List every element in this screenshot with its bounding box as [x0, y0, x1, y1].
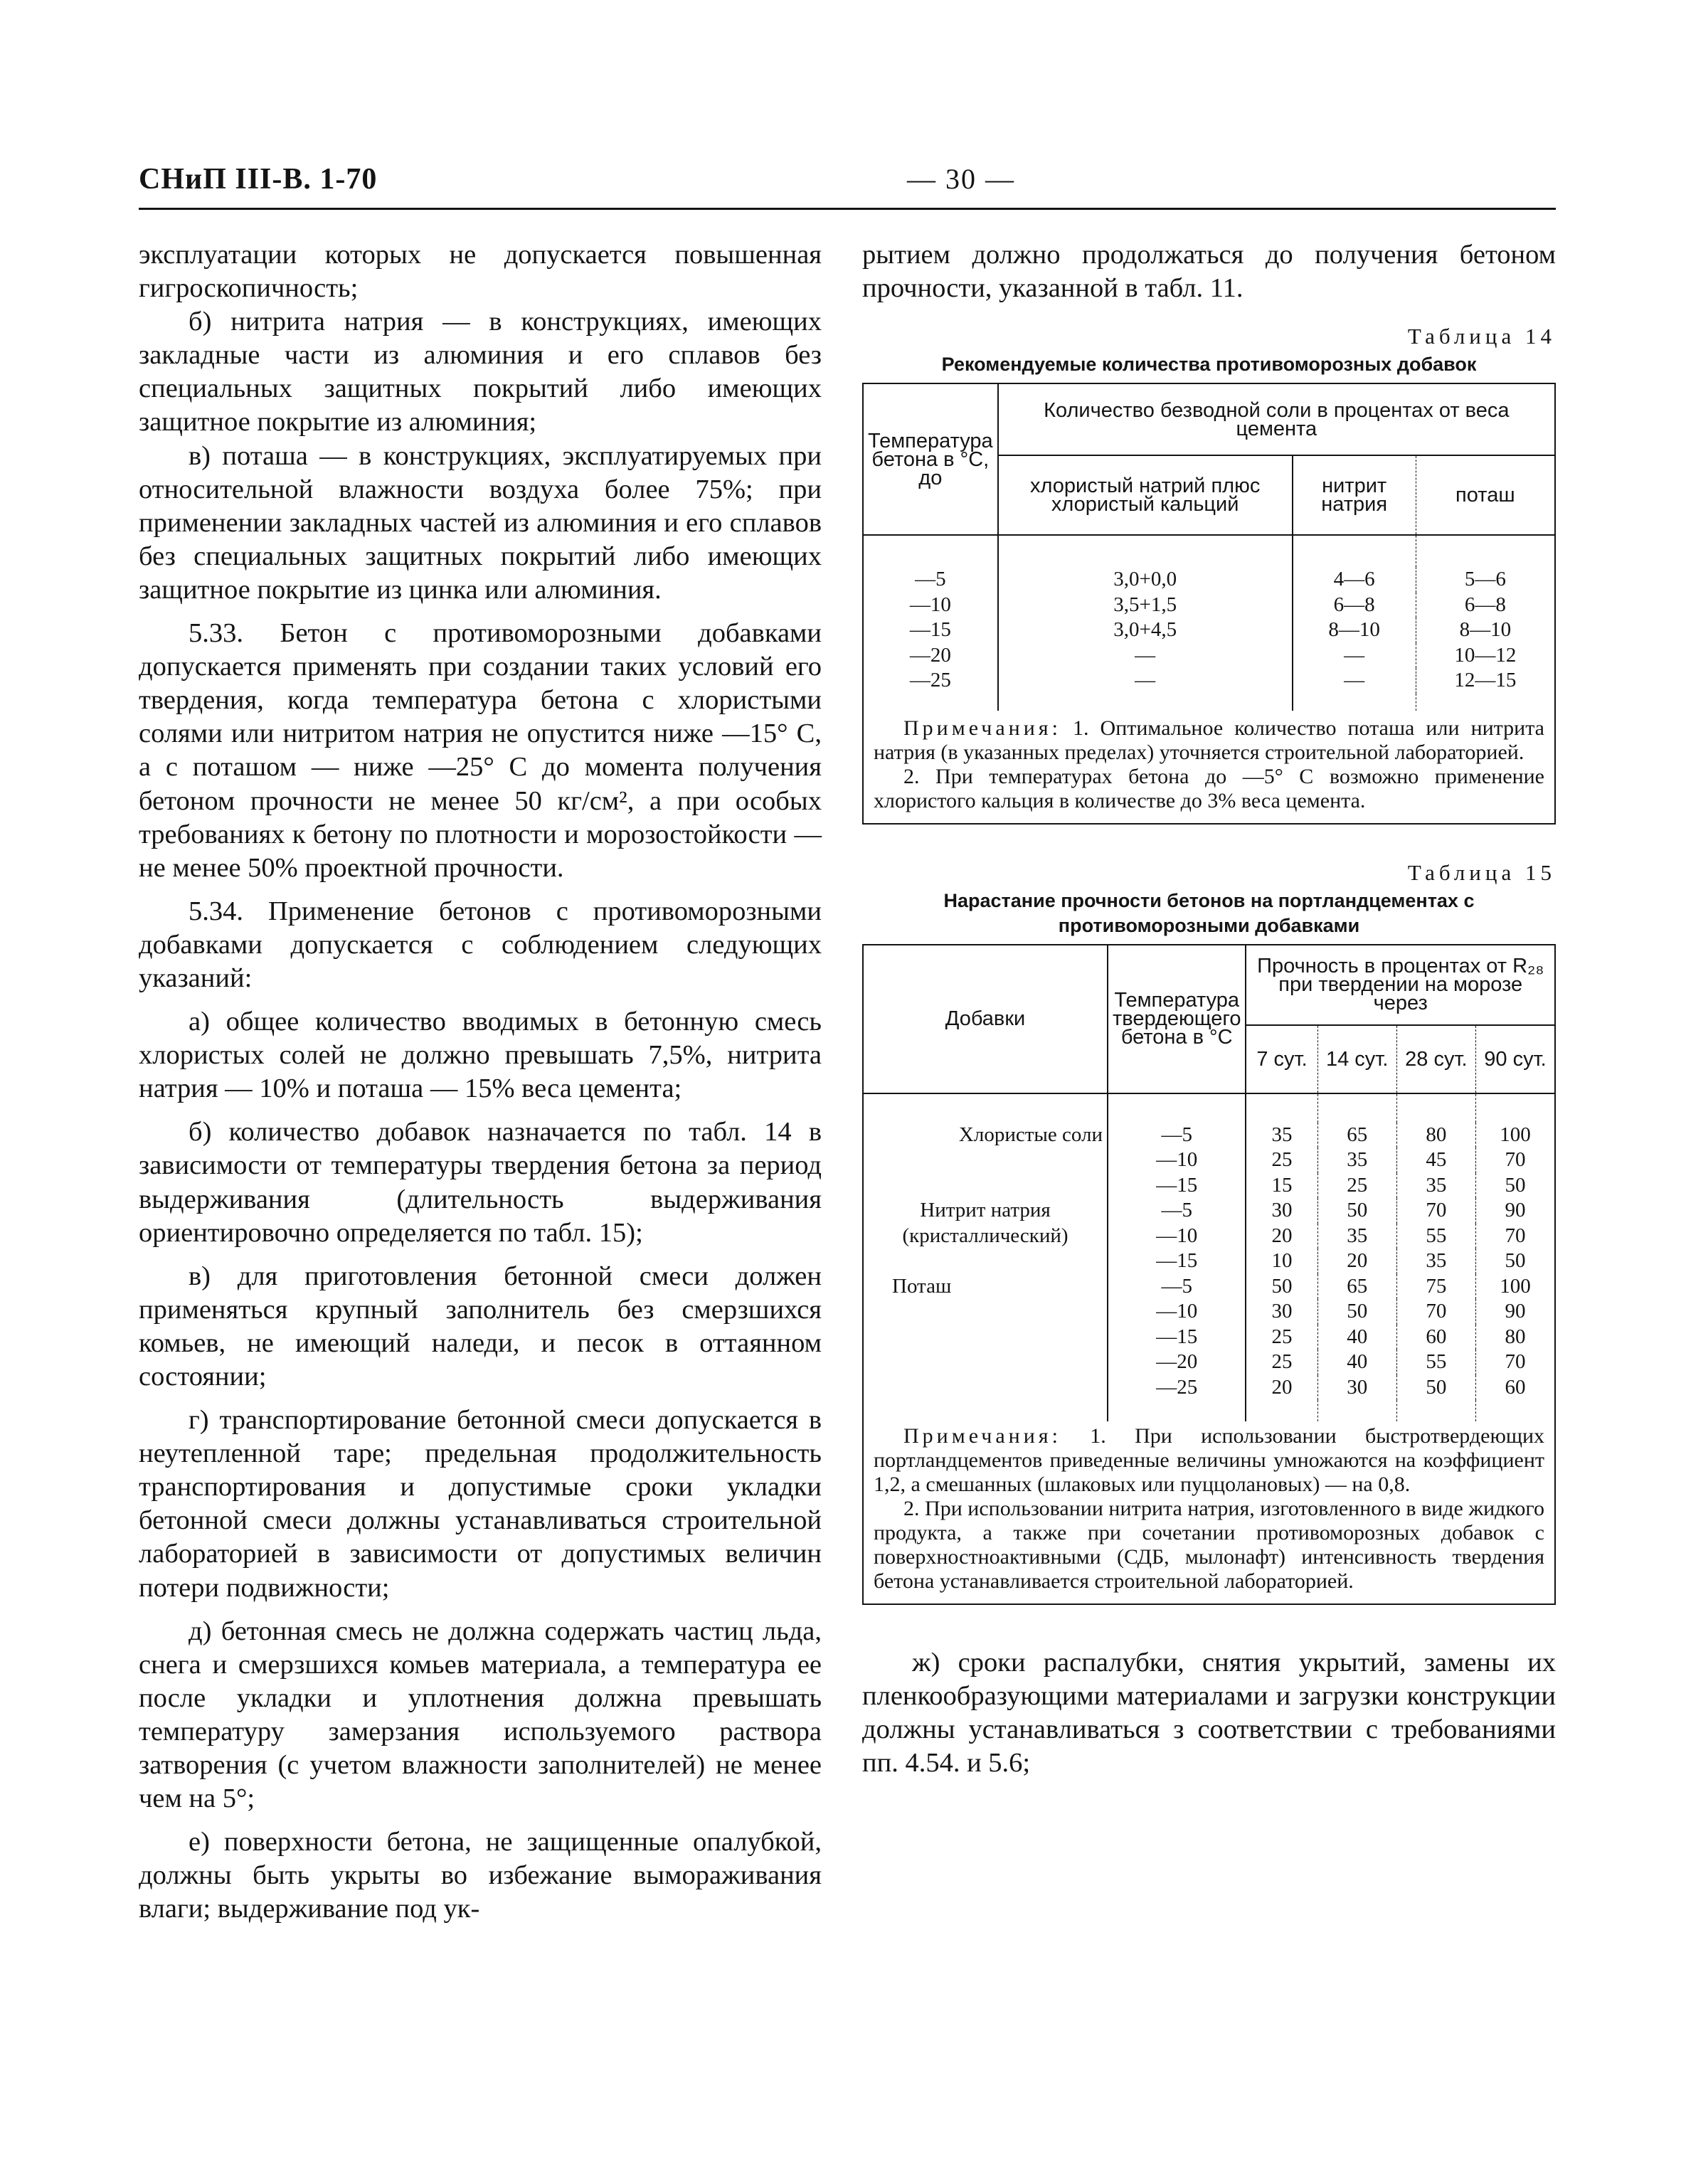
table-14-header-nitrite: нитрит натрия: [1293, 455, 1416, 535]
table-15-note-2: 2. При использовании нитрита натрия, изготовленного в виде жидкого продукта, а также при сочетании противоморозных добавок с поверхностноактивными (СДБ, мылонафт) интенсивность твердения бетона устанавливается строительной лабораторией.: [874, 1497, 1544, 1594]
table-15-body: [864, 1093, 1554, 1422]
table-15-note-1: 1. При использовании быстротвердеющих портландцементов приведенные величины умножаются на коэффициент 1,2, а смешанных (шлаковых или пуццолановых) — на 0,8.: [874, 1424, 1545, 1497]
table-row: Хлористые соли —5 35 65 80 100: [864, 1123, 1554, 1148]
table-15-header-90d: 90 сут.: [1475, 1025, 1554, 1093]
table-row: —10 25 35 45 70: [864, 1147, 1554, 1173]
table-14-header-nacl-cacl: хлористый натрий плюс хлористый кальций: [998, 455, 1293, 535]
table-15-header-7d: 7 сут.: [1246, 1025, 1317, 1093]
table-row: —20 — — 10—12: [864, 643, 1554, 669]
table-row: —15 25 40 60 80: [864, 1325, 1554, 1350]
table-14-body: [864, 535, 1554, 711]
table-14-header-group: Количество безводной соли в процентах от веса цемента: [998, 384, 1554, 455]
table-14-box: [862, 383, 1556, 825]
paragraph: д) бетонная смесь не должна содержать частиц льда, снега и смерзшихся комьев материала, а температура ее после укладки и уплотнения должна превышать температуру замерзания используемого раствора затворения (с учетом влажности заполнителей) не менее чем на 5°;: [139, 1616, 822, 1814]
right-column: [862, 238, 1556, 1781]
table-15-header-additives: Добавки: [864, 945, 1108, 1093]
table-15-header-14d: 14 сут.: [1317, 1025, 1396, 1093]
table-15-header-28d: 28 сут.: [1396, 1025, 1475, 1093]
table-14-note-2: 2. При температурах бетона до —5° С возможно применение хлористого кальция в количестве до 3% веса цемента.: [874, 764, 1544, 812]
paragraph-continuation: рытием должно продолжаться до получения бетоном прочности, указанной в табл. 11.: [862, 240, 1556, 304]
table-row: —10 3,5+1,5 6—8 6—8: [864, 593, 1554, 618]
table-14: [864, 384, 1554, 711]
table-15-header-group: Прочность в процентах от R₂₈ при твердении на морозе через: [1246, 945, 1554, 1025]
table-row: Нитрит натрия —5 30 50 70 90: [864, 1198, 1554, 1224]
notes-heading: Примечания:: [903, 1424, 1061, 1448]
table-row: —15 3,0+4,5 8—10 8—10: [864, 617, 1554, 643]
table-row: Поташ —5 50 65 75 100: [864, 1274, 1554, 1300]
table-row: —5 3,0+0,0 4—6 5—6: [864, 567, 1554, 593]
notes-heading: Примечания:: [903, 716, 1061, 740]
table-row: —15 15 25 35 50: [864, 1173, 1554, 1199]
paragraph: в) поташа — в конструкциях, эксплуатируемых при относительной влажности воздуха более 75%; при применении закладных частей из алюминия и его сплавов без специальных защитных покрытий либо имеющих защитное покрытие из цинка или алюминия.: [139, 440, 822, 605]
table-row: —15 10 20 35 50: [864, 1249, 1554, 1274]
table-15: [864, 945, 1554, 1422]
paragraph-5-33: 5.33. Бетон с противоморозными добавками допускается применять при создании таких условий его твердения, когда температура бетона с хлористыми солями или нитритом натрия не опустится ниже —15° С, а с поташом — ниже —25° С до момента получения бетоном прочности не менее 50 кг/см², а при особых требованиях к бетону по плотности и морозостойкости — не менее 50% проектной прочности.: [139, 618, 822, 883]
paragraph: е) поверхности бетона, не защищенные опалубкой, должны быть укрыты во избежание вымораживания влаги; выдерживание под ук-: [139, 1827, 822, 1924]
paragraph-5-34: 5.34. Применение бетонов с противоморозными добавками допускается с соблюдением следующих указаний:: [139, 896, 822, 993]
table-15-label: Таблица 15: [1407, 859, 1556, 885]
table-15-box: [862, 944, 1556, 1606]
paragraph: б) количество добавок назначается по табл. 14 в зависимости от температуры твердения бетона за период выдерживания (длительность выдерживания ориентировочно определяется по табл. 15);: [139, 1117, 822, 1248]
paragraph: эксплуатации которых не допускается повышенная гигроскопичность;: [139, 240, 822, 304]
page-number: — 30 —: [907, 163, 1015, 195]
document-code: СНиП III-В. 1-70: [139, 163, 378, 196]
table-14-label: Таблица 14: [1407, 324, 1556, 349]
table-row: —25 — — 12—15: [864, 668, 1554, 694]
page-header: [139, 162, 1554, 212]
table-row: (кристаллический) —10 20 35 55 70: [864, 1224, 1554, 1249]
paragraph-zh: ж) сроки распалубки, снятия укрытий, замены их пленкообразующими материалами и загрузки конструкции должны устанавливаться з соответствии с требованиями пп. 4.54. и 5.6;: [862, 1648, 1556, 1779]
table-15-header-temp: Температура твердеющего бетона в °С: [1108, 945, 1246, 1093]
table-15-notes: [864, 1421, 1554, 1603]
table-14-notes: [864, 711, 1554, 823]
header-rule: [139, 208, 1556, 210]
table-row: —25 20 30 50 60: [864, 1375, 1554, 1401]
table-14-header-potash: поташ: [1416, 455, 1554, 535]
table-14-note-1: 1. Оптимальное количество поташа или нитрита натрия (в указанных пределах) уточняется строительной лабораторией.: [874, 716, 1545, 764]
table-row: —10 30 50 70 90: [864, 1299, 1554, 1325]
paragraph: а) общее количество вводимых в бетонную смесь хлористых солей не должно превышать 7,5%, нитрита натрия — 10% и поташа — 15% веса цемента;: [139, 1007, 822, 1104]
paragraph: б) нитрита натрия — в конструкциях, имеющих закладные части из алюминия и его сплавов без специальных защитных покрытий либо имеющих защитное покрытие из алюминия;: [139, 307, 822, 438]
table-14-header-temp: Температура бетона в °С, до: [864, 384, 998, 535]
table-15-title: Нарастание прочности бетонов на портландцементах с противоморозными добавками: [943, 889, 1475, 936]
table-row: —20 25 40 55 70: [864, 1350, 1554, 1375]
paragraph: г) транспортирование бетонной смеси допускается в неутепленной таре; предельная продолжительность транспортирования и допустимые сроки укладки бетонной смеси должны устанавливаться строительной лабораторией в зависимости от допустимых величин потери подвижности;: [139, 1405, 822, 1603]
left-column: [139, 238, 822, 1926]
paragraph: в) для приготовления бетонной смеси должен применяться крупный заполнитель без смерзшихся комьев, не имеющий наледи, и песок в оттаянном состоянии;: [139, 1261, 822, 1391]
table-14-title: Рекомендуемые количества противоморозных добавок: [941, 354, 1477, 376]
